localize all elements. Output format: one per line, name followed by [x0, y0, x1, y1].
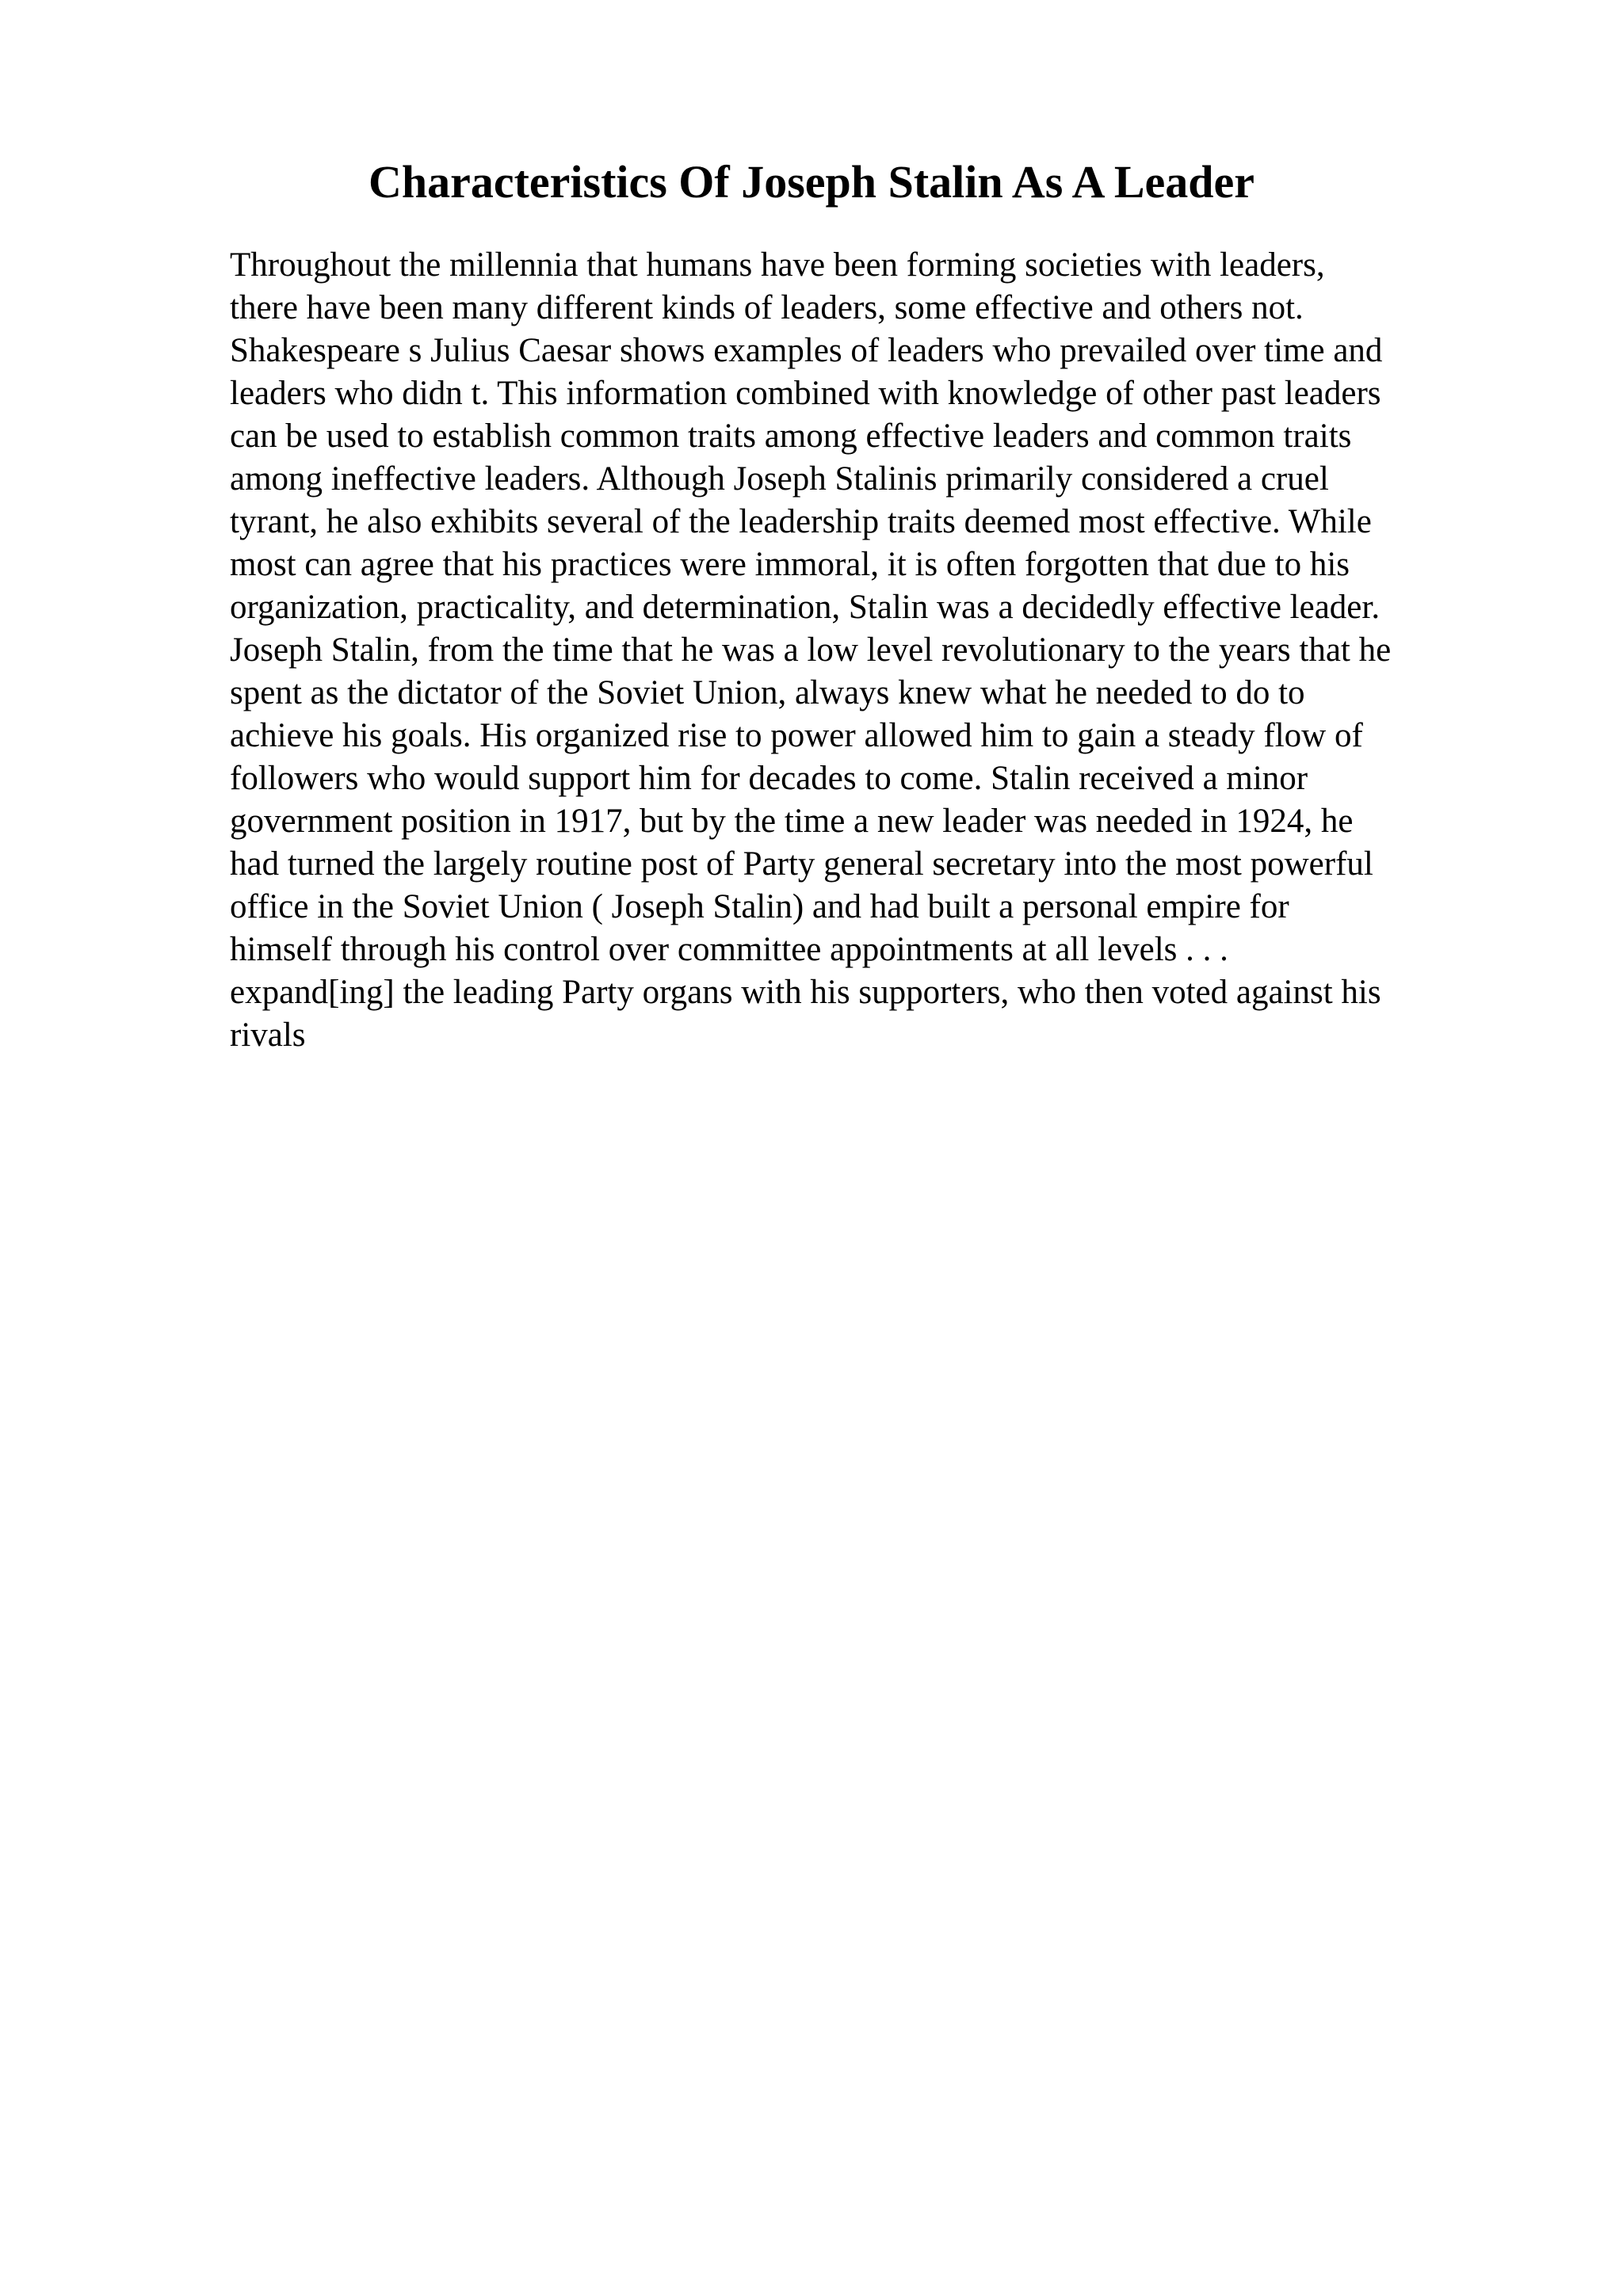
- document-title: Characteristics Of Joseph Stalin As A Leader: [368, 156, 1255, 208]
- body-line: achieve his goals. His organized rise to power allowed him to gain a steady flow of: [230, 717, 1363, 754]
- body-line: Shakespeare s Julius Caesar shows examples of leaders who prevailed over time and: [230, 332, 1383, 369]
- body-line: Throughout the millennia that humans have been forming societies with leaders,: [230, 246, 1325, 284]
- body-line: government position in 1917, but by the time a new leader was needed in 1924, he: [230, 803, 1354, 840]
- body-line: most can agree that his practices were immoral, it is often forgotten that due to his: [230, 546, 1350, 583]
- body-line: spent as the dictator of the Soviet Union, always knew what he needed to do to: [230, 674, 1305, 711]
- body-line: had turned the largely routine post of Party general secretary into the most powerful: [230, 845, 1373, 883]
- document-body: [230, 244, 1514, 1057]
- body-line: leaders who didn t. This information combined with knowledge of other past leaders: [230, 375, 1381, 412]
- body-line: expand[ing] the leading Party organs with his supporters, who then voted against his: [230, 974, 1381, 1011]
- body-line: can be used to establish common traits among effective leaders and common traits: [230, 418, 1352, 455]
- body-line: organization, practicality, and determination, Stalin was a decidedly effective leader.: [230, 589, 1381, 626]
- body-line: followers who would support him for decades to come. Stalin received a minor: [230, 760, 1308, 797]
- body-line: himself through his control over committee appointments at all levels . . .: [230, 931, 1228, 968]
- body-line: rivals: [230, 1016, 306, 1054]
- body-line: office in the Soviet Union ( Joseph Stalin) and had built a personal empire for: [230, 888, 1289, 925]
- body-line: tyrant, he also exhibits several of the leadership traits deemed most effective. While: [230, 503, 1372, 540]
- body-line: among ineffective leaders. Although Joseph Stalinis primarily considered a cruel: [230, 460, 1329, 498]
- body-line: there have been many different kinds of leaders, some effective and others not.: [230, 289, 1304, 326]
- body-line: Joseph Stalin, from the time that he was a low level revolutionary to the years that he: [230, 631, 1392, 669]
